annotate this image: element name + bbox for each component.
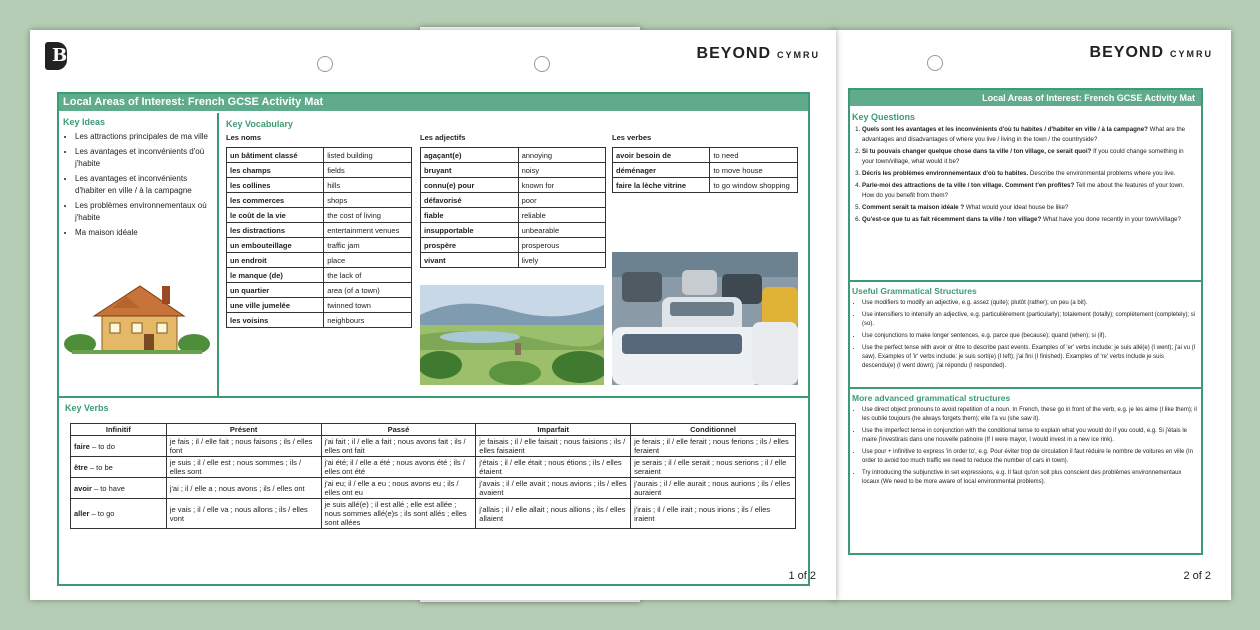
french-term: les voisins	[227, 313, 324, 328]
infinitive-cell	[71, 436, 167, 457]
english-term: prosperous	[518, 238, 605, 253]
key-questions-section	[852, 112, 1197, 227]
divider	[850, 280, 1201, 282]
conjugation-cell: je serais ; il / elle serait ; nous serions ; il / elle seraient	[631, 457, 796, 478]
conjugation-cell: je vais ; il / elle va ; nous allons ; ils / elles vont	[166, 499, 321, 529]
english-term: poor	[518, 193, 605, 208]
french-term: une ville jumelée	[227, 298, 324, 313]
french-term: fiable	[421, 208, 519, 223]
french-term: bruyant	[421, 163, 519, 178]
vocab-row	[227, 313, 412, 328]
key-idea-item: • Les avantages et inconvénients d'habiter en ville / à la campagne	[75, 173, 213, 197]
key-question-item	[862, 147, 1197, 167]
french-term: les collines	[227, 178, 324, 193]
page-2	[832, 30, 1231, 600]
key-idea-item: • Les avantages et inconvénients d'où j'habite	[75, 146, 213, 170]
advanced-structures-section	[852, 393, 1197, 490]
infinitive-verb: avoir	[74, 483, 92, 493]
french-term: insupportable	[421, 223, 519, 238]
useful-structures-list	[852, 299, 1197, 371]
conjugation-cell: j'ai fait ; il / elle a fait ; nous avons fait ; ils / elles ont fait	[321, 436, 476, 457]
page-1	[30, 30, 836, 600]
key-verbs-table	[70, 423, 796, 529]
question-english: What have you done recently in your town/village?	[1042, 216, 1181, 223]
divider	[850, 387, 1201, 389]
infinitive-meaning: – to be	[89, 462, 113, 472]
question-english: What are the advantages and disadvantages of where you live / living in the town / the countryside?	[862, 126, 1186, 143]
english-term: neighbours	[324, 313, 412, 328]
advanced-structures-list	[852, 406, 1197, 487]
french-term: prospère	[421, 238, 519, 253]
beyond-b-icon: B	[45, 42, 67, 70]
column-header: Présent	[166, 424, 321, 436]
english-term: twinned town	[324, 298, 412, 313]
brand-main: BEYOND	[1089, 44, 1164, 61]
vocab-row	[421, 208, 606, 223]
key-vocabulary-heading: Key Vocabulary	[226, 119, 293, 129]
english-term: known for	[518, 178, 605, 193]
english-term: hills	[324, 178, 412, 193]
vocab-row	[421, 253, 606, 268]
adjectives-table	[420, 147, 606, 268]
french-term: le manque (de)	[227, 268, 324, 283]
vocab-row	[227, 193, 412, 208]
french-term: les distractions	[227, 223, 324, 238]
english-term: entertainment venues	[324, 223, 412, 238]
french-term: les champs	[227, 163, 324, 178]
vocab-row	[421, 178, 606, 193]
advanced-structure-item: • Use the imperfect tense in conjunction with the conditional tense to explain what you would do if you could, e.g. Si j'étais le maire j'investirais dans une nouvelle patinoire (If I were mayor, I would invest in a new ice rink).	[862, 427, 1197, 445]
brand-sub: CYMRU	[1170, 49, 1213, 59]
vocab-row	[227, 253, 412, 268]
infinitive-cell	[71, 457, 167, 478]
advanced-structure-item: • Use direct object pronouns to avoid repetition of a noun. In French, these go in front of the verb, e.g. je les aime (I like them); il les oublie toujours (he always forgets them); elle l'a vu (she saw it).	[862, 406, 1197, 424]
vocab-row	[613, 148, 798, 163]
verb-table-header	[71, 424, 796, 436]
column-header: Infinitif	[71, 424, 167, 436]
vocab-row	[613, 163, 798, 178]
conjugation-cell: je ferais ; il / elle ferait ; nous ferions ; ils / elles feraient	[631, 436, 796, 457]
key-questions-list	[852, 125, 1197, 225]
verb-row	[71, 436, 796, 457]
key-question-item	[862, 181, 1197, 201]
conjugation-cell: j'ai été; il / elle a été ; nous avons été ; ils / elles ont été	[321, 457, 476, 478]
page1-title: Local Areas of Interest: French GCSE Activity Mat	[59, 94, 808, 111]
french-term: un endroit	[227, 253, 324, 268]
key-question-item	[862, 203, 1197, 213]
french-term: déménager	[613, 163, 710, 178]
vocab-row	[227, 148, 412, 163]
french-term: vivant	[421, 253, 519, 268]
conjugation-cell: j'ai ; il / elle a ; nous avons ; ils / elles ont	[166, 478, 321, 499]
vocab-row	[421, 223, 606, 238]
infinitive-meaning: – to do	[91, 441, 115, 451]
infinitive-verb: faire	[74, 441, 90, 451]
french-term: agaçant(e)	[421, 148, 519, 163]
key-ideas-section	[63, 117, 213, 242]
nouns-heading: Les noms	[226, 133, 262, 142]
question-english: If you could change something in your town/village, what would it be?	[862, 148, 1184, 165]
vocab-row	[227, 223, 412, 238]
advanced-structure-item: • Use pour + infinitive to express 'in order to', e.g. Pour éviter trop de circulation il faut réduire le nombre de voitures en ville (In order to avoid too much traffic we need to reduce the number of cars in town).	[862, 448, 1197, 466]
english-term: shops	[324, 193, 412, 208]
conjugation-cell: j'aurais ; il / elle aurait ; nous aurions ; ils / elles auraient	[631, 478, 796, 499]
vocab-row	[227, 268, 412, 283]
vertical-divider	[217, 113, 219, 397]
english-term: to need	[710, 148, 798, 163]
useful-structures-section	[852, 286, 1197, 374]
vocab-row	[227, 178, 412, 193]
key-idea-item: • Ma maison idéale	[75, 227, 213, 239]
brand-logo	[1090, 44, 1213, 62]
english-term: to go window shopping	[710, 178, 798, 193]
vocab-row	[421, 163, 606, 178]
english-term: fields	[324, 163, 412, 178]
english-term: listed building	[324, 148, 412, 163]
conjugation-cell: j'avais ; il / elle avait ; nous avions ; ils / elles avaient	[476, 478, 631, 499]
english-term: area (of a town)	[324, 283, 412, 298]
french-term: le coût de la vie	[227, 208, 324, 223]
advanced-structure-item: • Try introducing the subjunctive in set expressions, e.g. Il faut qu'on soit plus conscient des problèmes environnementaux locaux (We need to be more aware of local environmental problems).	[862, 469, 1197, 487]
useful-structure-item: • Use the perfect tense with avoir or être to describe past events. Examples of 'er' verbs include: je suis allé(e) (I went); j'ai vu (I saw). Examples of 'ir' verbs include: je suis sorti(e) (I left); j'ai fini (I finished). Examples of 're' verbs include je suis descendu(e) (I went down); j'ai répondu (I responded).	[862, 344, 1197, 371]
useful-structure-item: • Use modifiers to modify an adjective, e.g. assez (quite); plutôt (rather); un peu (a bit).	[862, 299, 1197, 308]
english-term: noisy	[518, 163, 605, 178]
punch-hole	[534, 56, 550, 72]
question-english: Describe the environmental problems where you live.	[1029, 170, 1176, 177]
punch-hole	[927, 55, 943, 71]
brand-main: BEYOND	[696, 45, 771, 62]
horizontal-divider	[59, 396, 808, 398]
question-english: Tell me about the features of your town. How do you benefit from them?	[862, 182, 1185, 199]
vocab-row	[613, 178, 798, 193]
key-verbs-heading: Key Verbs	[65, 403, 109, 413]
verb-row	[71, 478, 796, 499]
key-question-item	[862, 215, 1197, 225]
infinitive-verb: aller	[74, 509, 90, 518]
infinitive-meaning: – to go	[91, 509, 115, 518]
key-ideas-list	[63, 131, 213, 239]
verbs-table	[612, 147, 798, 193]
vocab-row	[421, 148, 606, 163]
infinitive-verb: être	[74, 462, 88, 472]
question-french: Quels sont les avantages et les inconvénients d'où tu habites / d'habiter en ville / à la campagne?	[862, 126, 1148, 133]
question-french: Décris les problèmes environnementaux d'où tu habites.	[862, 170, 1029, 177]
french-term: un embouteillage	[227, 238, 324, 253]
question-french: Parle-moi des attractions de ta ville / ton village. Comment t'en profites?	[862, 182, 1075, 189]
conjugation-cell: j'ai eu; il / elle a eu ; nous avons eu ; ils / elles ont eu	[321, 478, 476, 499]
vocab-row	[421, 238, 606, 253]
useful-structure-item: • Use intensifiers to intensify an adjective, e.g. particulièrement (particularly); totalement (totally); complètement (completely); si (so).	[862, 311, 1197, 329]
key-questions-heading: Key Questions	[852, 112, 916, 122]
vocab-row	[227, 283, 412, 298]
vocab-row	[227, 298, 412, 313]
page-number: 2 of 2	[1183, 570, 1211, 582]
column-header: Passé	[321, 424, 476, 436]
vocab-row	[227, 163, 412, 178]
verb-row	[71, 499, 796, 529]
vocab-row	[421, 193, 606, 208]
column-header: Conditionnel	[631, 424, 796, 436]
french-term: un quartier	[227, 283, 324, 298]
conjugation-cell: je suis ; il / elle est ; nous sommes ; ils / elles sont	[166, 457, 321, 478]
punch-hole	[317, 56, 333, 72]
infinitive-meaning: – to have	[94, 483, 125, 493]
french-term: connu(e) pour	[421, 178, 519, 193]
page-number: 1 of 2	[788, 570, 816, 582]
column-header: Imparfait	[476, 424, 631, 436]
question-french: Comment serait ta maison idéale ?	[862, 204, 965, 211]
english-term: to move house	[710, 163, 798, 178]
french-term: défavorisé	[421, 193, 519, 208]
french-term: les commerces	[227, 193, 324, 208]
conjugation-cell: je fais ; il / elle fait ; nous faisons ; ils / elles font	[166, 436, 321, 457]
english-term: unbearable	[518, 223, 605, 238]
key-ideas-heading: Key Ideas	[63, 117, 106, 127]
key-question-item	[862, 125, 1197, 145]
infinitive-cell	[71, 478, 167, 499]
brand-logo	[697, 45, 820, 63]
conjugation-cell: j'irais ; il / elle irait ; nous irions ; ils / elles iraient	[631, 499, 796, 529]
question-english: What would your ideal house be like?	[965, 204, 1069, 211]
verbs-heading: Les verbes	[612, 133, 652, 142]
french-term: faire la lèche vitrine	[613, 178, 710, 193]
advanced-structures-heading: More advanced grammatical structures	[852, 393, 1011, 403]
english-term: lively	[518, 253, 605, 268]
french-term: avoir besoin de	[613, 148, 710, 163]
adjectives-heading: Les adjectifs	[420, 133, 466, 142]
english-term: annoying	[518, 148, 605, 163]
infinitive-cell	[71, 499, 167, 529]
conjugation-cell: j'allais ; il / elle allait ; nous allions ; ils / elles allaient	[476, 499, 631, 529]
key-idea-item: • Les problèmes environnementaux où j'habite	[75, 200, 213, 224]
question-french: Si tu pouvais changer quelque chose dans ta ville / ton village, ce serait quoi?	[862, 148, 1092, 155]
house-illustration	[62, 278, 212, 358]
conjugation-cell: je suis allé(e) ; il est allé ; elle est allée ; nous sommes allé(e)s ; ils sont allés ; elles sont allées	[321, 499, 476, 529]
useful-structures-heading: Useful Grammatical Structures	[852, 286, 977, 296]
key-question-item	[862, 169, 1197, 179]
vocab-row	[227, 238, 412, 253]
page2-title: Local Areas of Interest: French GCSE Activity Mat	[850, 90, 1201, 106]
english-term: the cost of living	[324, 208, 412, 223]
key-idea-item: • Les attractions principales de ma ville	[75, 131, 213, 143]
useful-structure-item: • Use conjunctions to make longer sentences, e.g. parce que (because); quand (when); si (if).	[862, 332, 1197, 341]
english-term: place	[324, 253, 412, 268]
english-term: the lack of	[324, 268, 412, 283]
vocab-row	[227, 208, 412, 223]
english-term: reliable	[518, 208, 605, 223]
english-term: traffic jam	[324, 238, 412, 253]
countryside-photo	[420, 285, 604, 385]
french-term: un bâtiment classé	[227, 148, 324, 163]
brand-sub: CYMRU	[777, 50, 820, 60]
verb-row	[71, 457, 796, 478]
conjugation-cell: je faisais ; il / elle faisait ; nous faisions ; ils / elles faisaient	[476, 436, 631, 457]
question-french: Qu'est-ce que tu as fait récemment dans ta ville / ton village?	[862, 216, 1042, 223]
traffic-jam-photo	[612, 252, 798, 385]
conjugation-cell: j'étais ; il / elle était ; nous étions ; ils / elles étaient	[476, 457, 631, 478]
nouns-table	[226, 147, 412, 328]
